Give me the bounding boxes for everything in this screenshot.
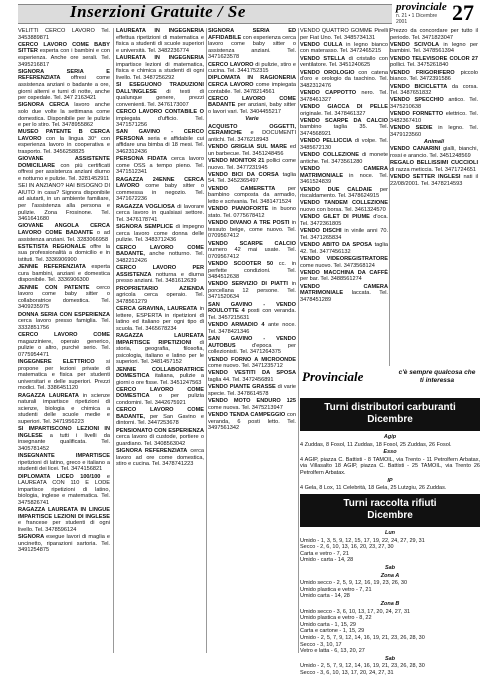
ads-column-4 — [300, 28, 388, 366]
schedule-line: Umido - 2, 5, 7, 9, 12, 14, 16, 19, 21, 23, 26, 28, 30 — [300, 634, 425, 641]
classified-ad: VENDO SETTER INGLESI nati il 22/08/2001. Tel. 3478214593 — [390, 174, 478, 187]
schedule-label: Sab — [384, 655, 396, 662]
schedule-line: Umido carta - 14, 28 — [300, 593, 350, 600]
classified-ad: Prezzo da concordare per tutto il periodo. Tel. 3471823047 — [390, 28, 478, 41]
fuel-panel-body — [300, 433, 480, 493]
classified-ad: VENDO CAPPOTTO nero. Tel. 3478461327 — [300, 90, 388, 103]
classified-ad: VENDO SERVIZIO DI PIATTI in porcellana 12 persone. Tel. 3471520634 — [208, 281, 296, 301]
classified-ad: VENDO GIACCA DI PELLE originale. Tel. 3478461327 — [300, 104, 388, 117]
classified-ad: SAN GAVINO - VENDO ROULOTTE 4 posti con veranda. Tel. 3457215631 — [208, 301, 296, 321]
classified-ad: PROPRIETARIO AZIENDA agricola cerca operaio. Tel. 3478561279 — [116, 285, 204, 305]
classified-ad: VENDO MONITOR 21 pollici come nuovo. Tel. 3477231945 — [208, 157, 296, 171]
classified-ad: SAN GAVINO - VENDO AUTOBUS d'epoca per collezionisti. Tel. 3471264375 — [208, 336, 296, 356]
classified-ad: VENDO BICICLETTA da corsa. Tel. 3487651832 — [390, 83, 478, 97]
schedule-line: Umido secco - 3, 6, 10, 13, 17, 20, 24, 27, 31 — [300, 608, 411, 615]
classified-ad: VENDO SCARPE DA CALCIO bambino taglia 35. Tel. 3474568921 — [300, 117, 388, 137]
schedule-line: Umido carta - 1, 15, 29 — [300, 621, 356, 628]
classified-ad: GIOVANE ANGOLA CERCA LAVORO COME BADANTE o ad assistenza anziani. Tel. 3283066958 — [18, 223, 110, 243]
waste-panel-header — [300, 494, 480, 527]
classified-ad: ACQUISTO OGGETTI, CERAMICHE e DOCUMENTI antichi. Tel. 3476218943 — [208, 123, 296, 143]
schedule-line: Umido - 1, 3, 5, 9, 12, 15, 17, 19, 22, 24, 27, 29, 31 — [300, 537, 425, 544]
column-divider — [113, 28, 114, 653]
classified-ad: SIGNORA SEMPLICE di impegno cerca lavoro come donna delle pulizie. Tel. 3483712436 — [116, 224, 204, 244]
classified-ad: CERCO LAVORO COME BADANTE, anche notturno. Tel. 3482212426 — [116, 244, 204, 264]
schedule-label: Sab — [384, 564, 396, 571]
schedule-line: Secco - 3, 6, 10, 13, 17, 20, 24, 27, 31 — [300, 669, 394, 676]
classified-ad: LAUREATA IN INGEGNERIA effettua ripetizioni di matematica e fisica a studenti di scuole superiori e università. Tel. 3482236774 — [116, 28, 204, 54]
classified-ad: PERSONA FIDATA cerca lavoro come OSS a tempo pieno. Tel. 3471512341 — [116, 156, 204, 176]
classified-ad: VENDO SEDIE in legno. Tel. 3479123560 — [390, 125, 478, 138]
classified-ad: VENDO ARMADIO 4 ante noce. Tel. 3478421346 — [208, 322, 296, 335]
schedule-line: Umido plastica e vetro - 7, 21 — [300, 586, 372, 593]
classified-ad: VENDO DUE CALDAIE per riscaldamento. Tel. 3478624915 — [300, 186, 388, 200]
classified-ad: CERCO LAVORO PER ASSISTENZA notturna e diurna presso anziani. Tel. 3481612639 — [116, 265, 204, 285]
classified-ad: RAGAZZA LAUREATA in scienze naturali impartisce ripetizioni di scienze, biologia e chimica a studenti delle scuole medie e superiori. Tel. 3471956223 — [18, 392, 110, 425]
schedule-line: Umido - carta - 14, 28 — [300, 557, 354, 564]
classified-ad: VENDO TENDA CAMPEGGIO con veranda, 6 posti letto. Tel. 3497561342 — [208, 412, 296, 432]
classified-ad: VENDO FRIGORIFERO piccolo bianco. Tel. 3472391586 — [390, 69, 478, 83]
waste-panel-title: Turni raccolta rifiuti — [343, 498, 437, 509]
classified-ad: VENDO BICI DA CORSA taglia 54. Tel. 3452365497 — [208, 171, 296, 185]
logo-text: provinciale — [396, 1, 447, 13]
classified-ad: JENNIE CON PATENTE cerco lavoro come baby sitter o collaboratrice domestica. Tel. 3409235975 — [18, 284, 110, 311]
fuel-brand-label: Agip — [383, 434, 397, 440]
classified-ad: LAUREATA IN INGEGNERIA impartisce lezioni di matematica, fisica e chimica a studenti di ogni livello. Tel. 3487256292 — [116, 54, 204, 81]
classified-ad: MUSEO PATENTE B CERCA LAVORO con la lingua 30° con esperienza lavoro in cooperativa e trasporto. Tel. 3456258825 — [18, 129, 110, 156]
ads-column-2 — [116, 28, 204, 653]
fuel-brand-label: IP — [387, 477, 393, 484]
ads-column-3 — [208, 28, 296, 653]
fuel-panel-title: Turni distributori carburanti — [324, 402, 456, 413]
classified-ad: SIGNORA esegue lavori di maglia e uncinetto, riparazioni sartoria. Tel. 3491254875 — [18, 534, 110, 554]
classified-ad: VENDO PIANTE GRASSE di varie specie. Tel. 3478614578 — [208, 384, 296, 397]
classified-ad: VENDO SPECCHIO antico. Tel. 3475210638 — [390, 97, 478, 110]
classified-ad: VENDO CAMERA MATRIMONIALE in noce. Tel. 3461524839 — [300, 166, 388, 186]
issue-date: n. 21 • 1 Dicembre 2001 — [396, 13, 438, 25]
schedule-line: Vetro e latta - 6, 13, 20, 27 — [300, 648, 365, 655]
column-divider — [206, 28, 207, 653]
classified-ad: CERCO LAVORO COME BADANTE, per San Gavino e dintorni. Tel. 3447253678 — [116, 407, 204, 427]
classified-ad: VENDO SCOOTER 50 cc. in perfette condizioni. Tel. 3484512638 — [208, 260, 296, 281]
ads-column-5 — [390, 28, 478, 366]
classified-ad: RAGAZZA LAUREATA IMPARTISCE RIPETIZIONI di storia, geografia, filosofia, psicologia, italiano e latino per le superiori. Tel. 3481457152 — [116, 332, 204, 366]
classified-ad: ESTETISTA REGIONALE offre la sua professionalità a domicilio e in istituti. Tel. 3336906900 — [18, 243, 110, 263]
schedule-line: Carta e cartone - 1, 15, 29 — [300, 628, 365, 635]
classified-ad: PENSIONATO CON ESPERIENZA cerca lavoro di custode, portiere o guardiano. Tel. 3408563042 — [116, 427, 204, 447]
classified-ad: CERCO LAVORO COME BADANTE per anziani, baby sitter o lavori vari. Tel. 3404455217 — [208, 95, 296, 115]
classified-ad: INGEGNERE ELETTRICO si propone per lezioni private di matematica e fisica per studenti universitari e delle superiori. Prezzi modici. Tel. 3386451120 — [18, 359, 110, 392]
schedule-line: Umido - 2, 5, 7, 9, 12, 14, 16, 19, 21, 23, 26, 28, 30 — [300, 663, 425, 670]
classified-ad: VENDO COLLEZIONE di monete antiche. Tel. 3473561280 — [300, 152, 388, 165]
schedule-line: Carta e vetro - 7, 21 — [300, 550, 349, 557]
classified-ad: INSEGNANTE IMPARTISCE ripetizioni di latino, greco e italiano a studenti dei licei. Tel. 3474156821 — [18, 453, 110, 473]
promo-slogan: c'è sempre qualcosa che ti interessa — [398, 369, 476, 384]
classified-ad: VENDO CAMERA MATRIMONIALE laccata. Tel. 3478451289 — [300, 283, 388, 303]
classified-ad: GIOVANE ASSISTENTE DOMICILIARE con più certificati offresi per assistenza anziani diurno e notturno e pulizie. Tel. 3281452911 — [18, 156, 110, 183]
classified-ad: CERCO LAVORO di pulizie, stiro e cucina. Tel. 3441752315 — [208, 61, 296, 75]
classified-ad: VENDO MOTO ENDURO 125 come nuova. Tel. 3475213947 — [208, 398, 296, 411]
newspaper-logo — [396, 1, 448, 25]
classified-ad: RAGAZZA LAUREATA IN LINGUE IMPARTISCE LEZIONI DI INGLESE e francese per studenti di ogni livello. Tel. 3478596124 — [18, 507, 110, 533]
fuel-brand-label: Esso — [383, 449, 397, 456]
classified-ad: CERCA GRAVINA, LAUREATA in lettere, ESPERTA in ripetizioni di latino ed italiano per ogni tipo di scuola. Tel. 3465678234 — [116, 305, 204, 332]
classified-ad: SIGNORA REFERENZIATA cerca lavoro ad ore come domestica, stiro e cucina. Tel. 3478741223 — [116, 448, 204, 468]
fuel-line: 4 Gela, 8 Lox, 11 Celebrità, 18 Gela, 25 Lutzgiu, 26 Zuddas. — [300, 485, 447, 492]
classified-ad: VENDO GILET DI PIUME d'oca. Tel. 3472361805 — [300, 214, 388, 227]
section-label: Animali — [423, 139, 445, 146]
classified-ad: VENDO CULLA in legno bianco con materasso. Tel. 3472465215 — [300, 41, 388, 55]
fuel-panel-month: Dicembre — [367, 414, 413, 425]
waste-panel-body — [300, 529, 480, 676]
classified-ad: VENDO MACCHINA DA CAFFÈ per bar. Tel. 3488561274 — [300, 269, 388, 283]
schedule-line: Secco - 2, 6, 10, 13, 16, 20, 23, 27, 30 — [300, 544, 394, 551]
classified-ad: VENDO SCARPE CALCIO numero 42 mai usate. Tel. 0709567412 — [208, 240, 296, 260]
fuel-line: 4 AGIP, piazza C. Battisti - 8 TAMOIL, via Trento - 11 Petrolfern Arbatax, via Villasalto 18 AGIP, piazza C. Battisti - 25 TAMOIL, via Trento 26 Petrolfern Arbatax. — [300, 456, 480, 476]
ads-column-1 — [18, 28, 110, 653]
classified-ad: VENDO OROLOGIO con catena d'oro e orologio da taschino. Tel. 3482312476 — [300, 69, 388, 89]
classified-ad: SI ESEGUONO TRADUZIONI DALL'INGLESE di testi di qualunque genere, prezzi convenienti. Tel. 3476173007 — [116, 81, 204, 108]
classified-ad: CERCO LAVORO CONTABILE O impiegata d'ufficio. Tel. 3471571256 — [116, 108, 204, 129]
classified-ad: VENDO FORNO A MICROONDE come nuovo. Tel. 3471235712 — [208, 356, 296, 370]
classified-ad: VENDO VIDEOREGISTRATORE come nuovo. Tel. 3473568124 — [300, 256, 388, 269]
classified-ad: SI IMPARTISCONO LEZIONI IN INGLESE a tutti i livelli da insegnante qualificata. Tel. 3405781452 — [18, 426, 110, 452]
classified-ad: RAGAZZA VOGLIOSA di lavorare cerca lavoro in qualsiasi settore. Tel. 3476178741 — [116, 203, 204, 223]
waste-panel-month: Dicembre — [367, 510, 413, 521]
classified-ad: CERCO LAVORO COME BABY SITTER esperta con i bambini e con esperienza. Anche ore serali. Tel. 3495216817 — [18, 41, 110, 68]
classified-ad: REGALO BELLISSIMI CUCCIOLI di razza meticcia. Tel. 3471724651 — [390, 160, 478, 173]
schedule-line: Secco - 3, 10, 17 — [300, 641, 342, 648]
schedule-label: Lun — [384, 530, 396, 536]
classified-ad: RAGAZZA 24ENNE CERCA LAVORO come baby sitter o commessa in negozio. Tel. 3471672236 — [116, 176, 204, 203]
section-title: Inserzioni Gratuite / Se — [70, 2, 246, 21]
classified-ad: SAN GAVINO - CERCO PERSONA seria e affidabile cui affidare una bimba di 18 mesi. Tel. 3462312436 — [116, 129, 204, 156]
section-label: Varie — [245, 116, 259, 123]
classified-ad: VENDO VESTITI DA SPOSA taglia 44. Tel. 3472456891 — [208, 370, 296, 384]
schedule-line: Umido plastica e vetro - 8, 22 — [300, 615, 372, 622]
classified-ad: VENDO SCIVOLA in legno per bambini. Tel. 3478561394 — [390, 41, 478, 55]
classified-ad: JENNIE COLLABORATRICE DOMESTICA italiana, pulizie a giorni o ore fisse. Tel. 3451247563 — [116, 366, 204, 386]
classified-ad: VENDO FORNETTO elettrico. Tel. 3482367410 — [390, 111, 478, 124]
classified-ad: VENDO DIVANO A TRE POSTI in tessuto beige, come nuovo. Tel. 0709567412 — [208, 220, 296, 240]
page-number: 27 — [452, 0, 474, 25]
schedule-label: Zona B — [380, 600, 400, 607]
classified-ad: SEI IN ANZIANO? HAI BISOGNO DI AIUTO in casa? Signora disponibile ad aiutarti, in un ambiente familiare, per l'assistenza alla persona e pulizie. Zona Frosinone. Tel. 3461641680 — [18, 183, 110, 223]
classified-ad: VENDO PIANOFORTE in buono stato. Tel. 0775678412 — [208, 206, 296, 219]
page-header — [0, 0, 482, 24]
classified-ad: VENDO STELLA di cristallo con ventilatore. Tel. 3451240625 — [300, 55, 388, 69]
classified-ad: VENDO ABITO DA SPOSA taglia 42. Tel. 3477456132 — [300, 242, 388, 255]
fuel-line: 4 Zuddas, 8 Fosol, 11 Zuddas, 18 Fosol, 25 Zuddas, 26 Fosol. — [300, 441, 452, 448]
classified-ad: VENDO GRIGLIA SUL MARE ed un barbecue. Tel. 3451248456 — [208, 144, 296, 157]
promo-box — [300, 367, 480, 395]
classified-ad: JENNIE REFERENZIATA esperta cura bambini, anziani e domestica disponibile. Tel. 3336906300 — [18, 264, 110, 284]
classified-ad: VENDO TELEVISORE COLOR 27 pollici. Tel. 3475261840 — [390, 55, 478, 69]
classified-ad: VENDO CAMERETTA per bambino composta da armadio, letto e scrivania. Tel. 3481471524 — [208, 185, 296, 205]
fuel-panel-header — [300, 398, 480, 431]
classified-ad: VENDO DISCHI in vinile anni 70. Tel. 3471265834 — [300, 228, 388, 241]
classified-ad: CERCO LAVORO COME DOMESTICA o per pulizia condomini. Tel. 3442675921 — [116, 386, 204, 407]
schedule-label: Zona A — [380, 572, 400, 579]
classified-ad: VENDO CANARINI gialli, bianchi, rossi e arancio. Tel. 3451248569 — [390, 146, 478, 160]
classified-ad: VENDO TANDEM COLLEZIONE nuovo con borsa. Tel. 3461324570 — [300, 200, 388, 213]
classified-ad: VELITTI CERCO LAVORO Tel. 3453889871 — [18, 28, 110, 41]
classified-ad: SIGNORA SERIA ED AFFIDABILE con esperienza cerca lavoro come baby sitter o assistenza anziani. Tel. 3471623578 — [208, 28, 296, 61]
classified-ad: DIPLOMATA IN RAGIONERIA CERCA LAVORO come impiegata contabile. Tel. 3478214561 — [208, 75, 296, 95]
promo-logo: Provinciale — [302, 369, 364, 384]
classified-ad: SIGNORA CERCA lavoro anche solo due volte la settimana come domestica. Disponibile per le pulizie e per lo stiro. Tel. 3478955862 — [18, 102, 110, 129]
classified-ad: VENDO PELLICCIA di volpe. Tel. 3485672130 — [300, 138, 388, 151]
column-divider — [298, 28, 299, 653]
classified-ad: DONNA SERIA CON ESPERIENZA cerca lavoro presso famiglia. Tel. 3332851756 — [18, 311, 110, 331]
classified-ad: VENDO QUATTRO GOMME Pirelli per Fiat Uno. Tel. 3485734131 — [300, 28, 388, 41]
classified-ad: DIPLOMATA LICEO 100/100 e LAUREATA CON 110 E LODE impartisce ripetizioni di latino, biologia, inglese e matematica. Tel. 3475826741 — [18, 473, 110, 506]
classified-ad: CERCO LAVORO COME magazziniere, operaio generico, pulizie o altro, purché serio. Tel. 0775954471 — [18, 332, 110, 358]
classified-ad: SIGNORA SERIA E REFERENZIATA offresi come assistenza anziani o badante a ore, giorni alterni e turni di notte, anche per ospedale. Tel. 347 2163421 — [18, 68, 110, 102]
schedule-line: Umido secco - 2, 5, 9, 12, 16, 19, 23, 26, 30 — [300, 580, 408, 587]
